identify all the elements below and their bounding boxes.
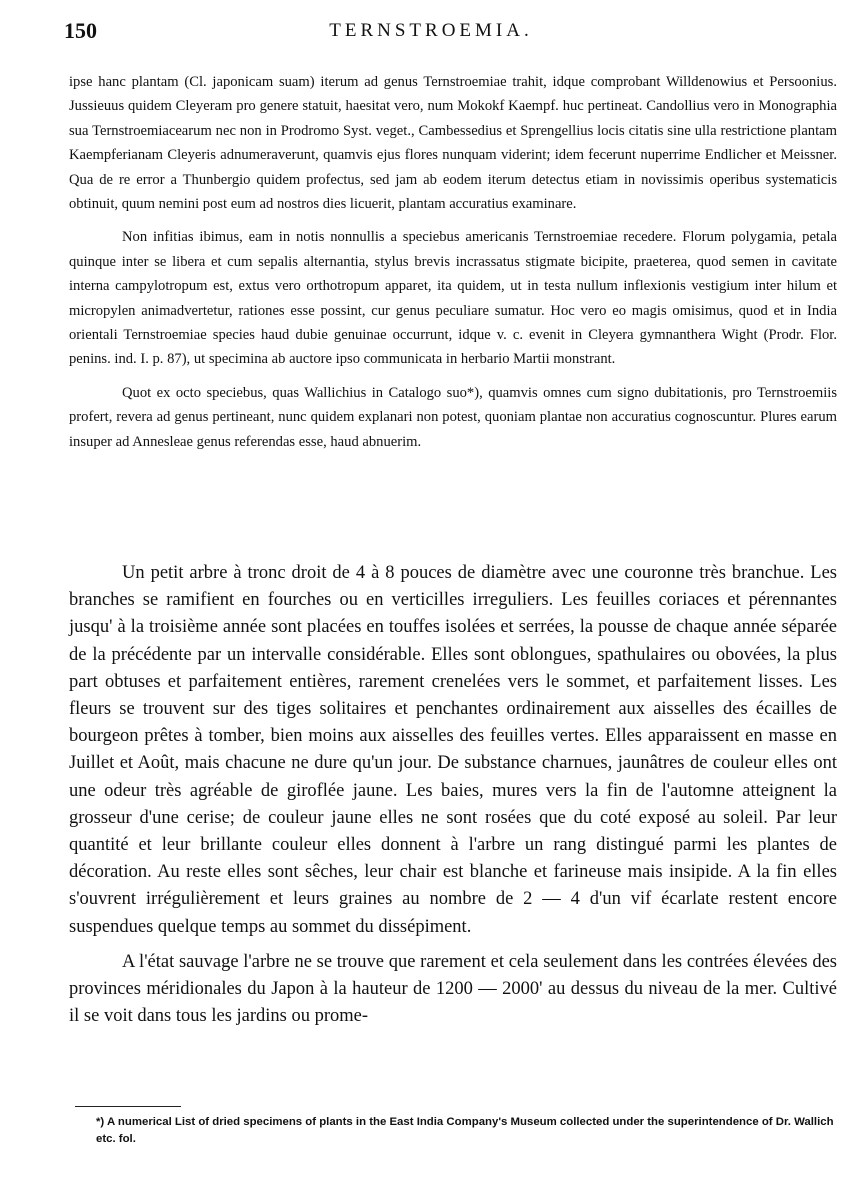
latin-paragraph-1: ipse hanc plantam (Cl. japonicam suam) iterum ad genus Ternstroemiae trahit, idque comprobant Willdenowius et Persoonius. Jussieuus quidem Cleyeram pro genere statuit, haesitat vero, num Mokokf Kaempf. huc pertineat. Candollius vero in Monographia sua Ternstroemiacearum nec non in Prodromo Syst. veget., Cambessedius et Sprengellius locis citatis sine ulla restrictione plantam Kaempferianam Cleyeris adnumeraverunt, quamvis ejus flores nunquam viderint; idem fecerunt nuperrime Endlicher et Meissner. Qua de re error a Thunbergio quidem profectus, sed jam ab eodem iterum detectus etiam in novissimis operibus systematicis obtinuit, quum nemini post eum ad nostros dies licuerit, plantam accuratius examinare. xyxy=(69,74,837,213)
latin-paragraph-3: Quot ex octo speciebus, quas Wallichius in Catalogo suo*), quamvis omnes cum signo dubitationis, pro Ternstroemiis profert, revera ad genus pertineant, nunc quidem explanari non potest, quoniam plantae non accuratius cognoscuntur. Plures earum insuper ad Annesleae genus referendas esse, haud abnuerim. xyxy=(69,384,837,450)
footnote: *) A numerical List of dried specimens of plants in the East India Company's Museum collected under the superintendence of Dr. Wallich etc. fol. xyxy=(96,1116,834,1145)
page-header xyxy=(0,14,862,54)
running-title: TERNSTROEMIA. xyxy=(329,20,533,41)
french-paragraph-1: Un petit arbre à tronc droit de 4 à 8 pouces de diamètre avec une couronne très branchue. Les branches se ramifient en fourches ou en verticilles irreguliers. Les feuilles coriaces et pérennantes jusqu' à la troisième année sont placées en touffes isolées et serrées, la pousse de chaque année séparée de la précédente par un intervalle considérable. Elles sont oblongues, spathulaires ou obovées, la plus part obtuses et parfaitement entières, rarement crenelées vers le sommet, et parfaitement lisses. Les fleurs se trouvent sur des tiges solitaires et penchantes ordinairement aux aisselles des écailles de bourgeon prêtes à tomber, bien moins aux aisselles des feuilles vertes. Elles apparaissent en masse en Juillet et Août, mais chacune ne dure qu'un jour. De substance charnues, jaunâtres de couleur elles ont une odeur très agréable de giroflée jaune. Les baies, mures vers la fin de l'automne atteignent la grosseur d'une cerise; de couleur jaune elles ne sont rosées que du coté exposé au soleil. Par leur quantité et leur brillante couleur elles donnent à l'arbre un rang distingué parmi les plantes de décoration. Au reste elles sont sêches, leur chair est blanche et farineuse mais insipide. A la fin elles s'ouvrent irrégulièrement et leurs graines au nombre de 2 — 4 d'un vif écarlate restent encore suspendues quelque temps au sommet du dissépiment. xyxy=(69,563,837,937)
french-text-block xyxy=(69,560,837,1030)
page-number: 150 xyxy=(64,18,97,43)
latin-text-block xyxy=(69,70,837,454)
french-paragraph-2: A l'état sauvage l'arbre ne se trouve que rarement et cela seulement dans les contrées élevées des provinces méridionales du Japon à la hauteur de 1200 — 2000' au dessus du niveau de la mer. Cultivé il se voit dans tous les jardins ou prome- xyxy=(69,951,837,1027)
latin-paragraph-2: Non infitias ibimus, eam in notis nonnullis a speciebus americanis Ternstroemiae recedere. Florum polygamia, petala quinque inter se libera et cum sepalis alternantia, stylus brevis incrassatus stigmate bicipite, praeterea, quod semen in cavitate interna campylotropum est, extus vero orthotropum apparet, ita quidem, ut in testa nullum inflexionis vestigium inter hilum et micropylen animadvertetur, rationes esse possint, cur genus peculiare sumatur. Hoc vero eo magis omisimus, quod et in India orientali Ternstroemiae species haud dubie genuinae occurrunt, idque v. c. evenit in Cleyera gymnanthera Wight (Prodr. Flor. penins. ind. I. p. 87), ut specimina ab auctore ipso communicata in herbario Martii monstrant. xyxy=(69,229,837,368)
footnote-rule xyxy=(75,1106,181,1107)
